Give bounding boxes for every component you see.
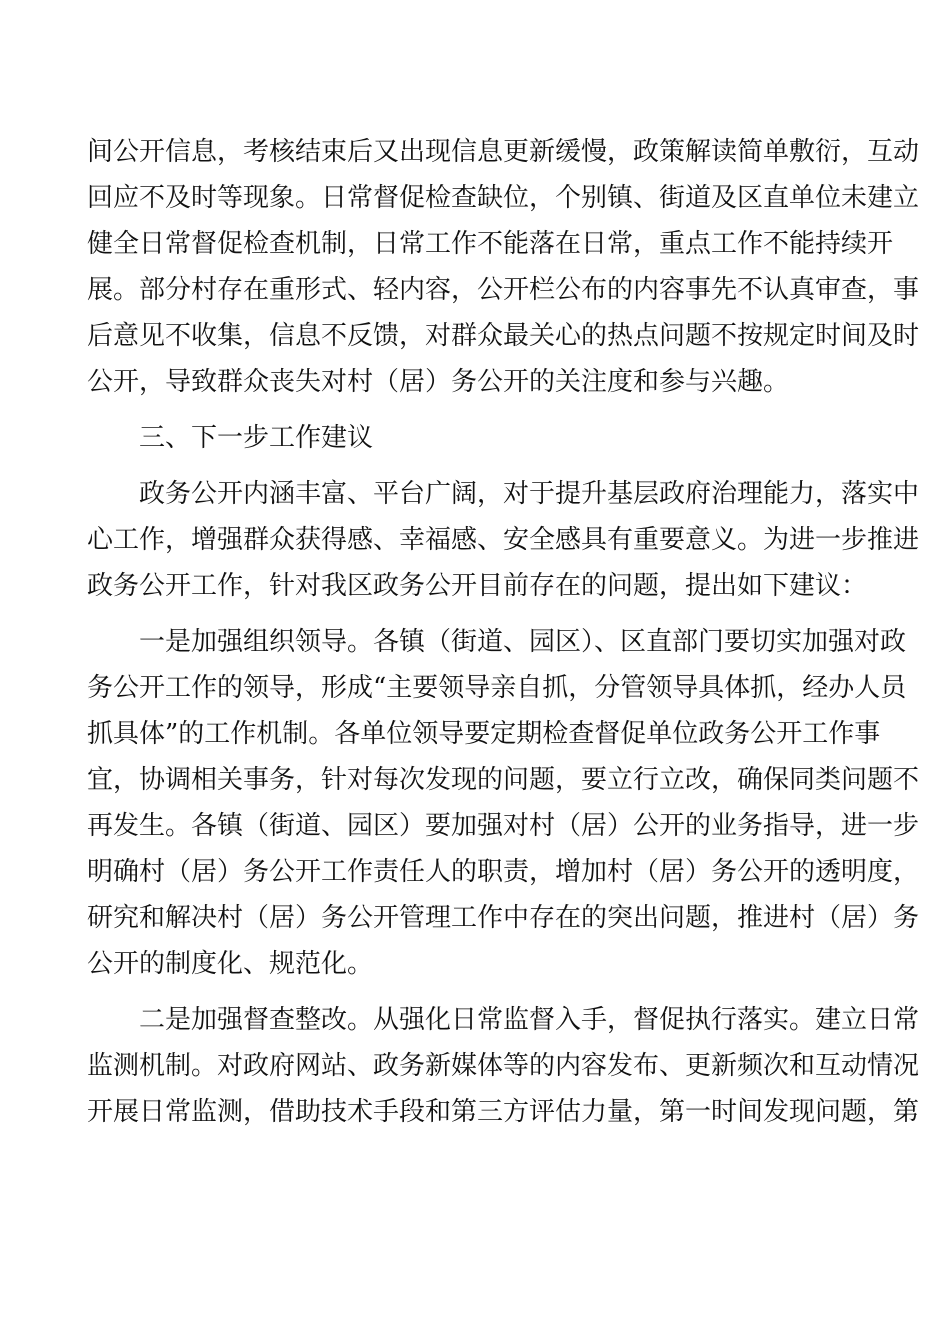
section-heading [87, 415, 865, 461]
text-line: 研究和解决村（居）务公开管理工作中存在的突出问题，推进村（居）务 [87, 903, 920, 933]
text-line: 心工作，增强群众获得感、幸福感、安全感具有重要意义。为进一步推进 [87, 525, 920, 555]
text-line: 健全日常督促检查机制，日常工作不能落在日常，重点工作不能持续开 [87, 229, 894, 259]
text-line: 宜，协调相关事务，针对每次发现的问题，要立行立改，确保同类问题不 [87, 765, 920, 795]
text-line: 再发生。各镇（街道、园区）要加强对村（居）公开的业务指导，进一步 [87, 811, 920, 841]
text-line: 二是加强督查整改。从强化日常监督入手，督促执行落实。建立日常 [139, 1005, 920, 1035]
text-line: 回应不及时等现象。日常督促检查缺位，个别镇、街道及区直单位未建立 [87, 183, 920, 213]
section-heading-text: 三、下一步工作建议 [139, 423, 374, 453]
text-line: 明确村（居）务公开工作责任人的职责，增加村（居）务公开的透明度， [87, 857, 920, 887]
text-line: 监测机制。对政府网站、政务新媒体等的内容发布、更新频次和互动情况 [87, 1051, 920, 1081]
text-line: 公开，导致群众丧失对村（居）务公开的关注度和参与兴趣。 [87, 367, 790, 397]
paragraph-continuation [87, 129, 920, 405]
text-line: 务公开工作的领导，形成“主要领导亲自抓，分管领导具体抓，经办人员 [87, 673, 907, 703]
paragraph-suggestion-1 [87, 619, 920, 987]
text-line: 政务公开工作，针对我区政务公开目前存在的问题，提出如下建议： [87, 571, 868, 601]
text-line: 政务公开内涵丰富、平台广阔，对于提升基层政府治理能力，落实中 [139, 479, 920, 509]
paragraph-intro [87, 471, 920, 609]
text-line: 开展日常监测，借助技术手段和第三方评估力量，第一时间发现问题，第 [87, 1097, 920, 1127]
paragraph-suggestion-2 [87, 997, 920, 1135]
text-line: 抓具体”的工作机制。各单位领导要定期检查督促单位政务公开工作事 [87, 719, 881, 749]
text-line: 展。部分村存在重形式、轻内容，公开栏公布的内容事先不认真审查，事 [87, 275, 920, 305]
document-body [87, 129, 920, 1135]
text-line: 后意见不收集，信息不反馈，对群众最关心的热点问题不按规定时间及时 [87, 321, 920, 351]
text-line: 间公开信息，考核结束后又出现信息更新缓慢，政策解读简单敷衍，互动 [87, 137, 920, 167]
text-line: 一是加强组织领导。各镇（街道、园区）、区直部门要切实加强对政 [139, 627, 907, 657]
text-line: 公开的制度化、规范化。 [87, 949, 374, 979]
